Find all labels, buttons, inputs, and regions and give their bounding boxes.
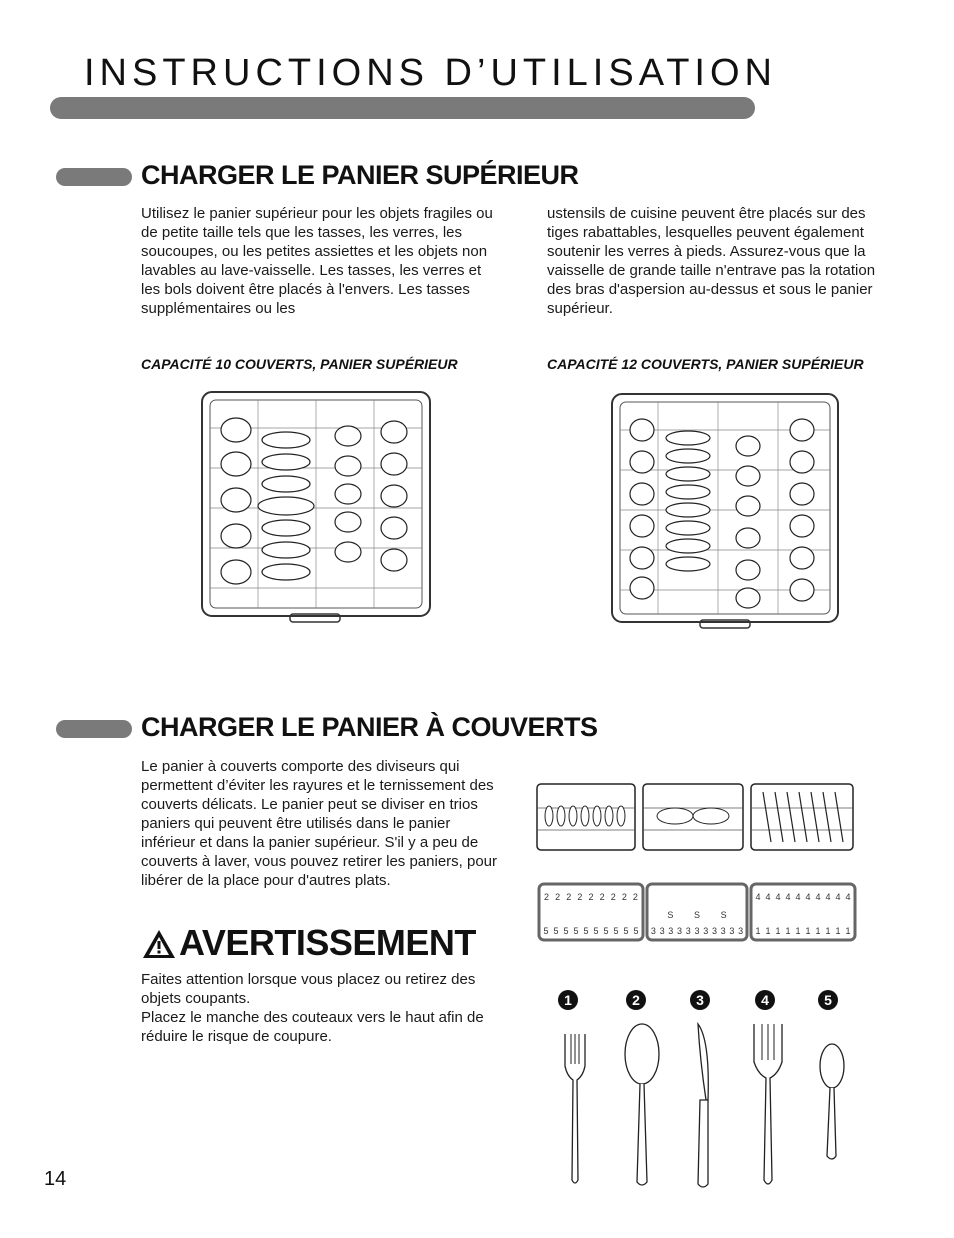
page-number: 14 xyxy=(44,1168,67,1190)
tray-slot-label: 1 xyxy=(815,926,821,936)
tray-slot-label: 4 xyxy=(835,892,841,902)
tray-slot-label: 5 xyxy=(603,926,609,936)
tray-slot-label: 5 xyxy=(573,926,579,936)
section-heading-cutlery-basket: CHARGER LE PANIER À COUVERTS xyxy=(141,712,598,742)
tray-slot-label: 1 xyxy=(825,926,831,936)
tray-slot-label: 3 xyxy=(694,926,700,936)
warning-triangle-icon xyxy=(141,928,177,960)
caption-12-place-settings: CAPACITÉ 12 COUVERTS, PANIER SUPÉRIEUR xyxy=(547,356,864,372)
utensil-number-1: 1 xyxy=(558,990,578,1010)
tray-slot-label: 3 xyxy=(668,926,674,936)
tray-slot-label: 3 xyxy=(738,926,744,936)
knife-icon xyxy=(688,1020,718,1192)
tray-slot-label: 2 xyxy=(588,892,594,902)
utensil-number-2: 2 xyxy=(626,990,646,1010)
section-heading-upper-rack: CHARGER LE PANIER SUPÉRIEUR xyxy=(141,160,579,190)
tray-slot-label: 5 xyxy=(633,926,639,936)
teaspoon-icon xyxy=(814,1040,850,1164)
upper-rack-text-left: Utilisez le panier supérieur pour les objets fragiles ou de petite taille tels que les tasses, les verres, les soucoupes, ou les petites assiettes et les objets non lavables au lave-vaisselle. Les tasses, les verres et les bols doivent être placés à l'envers. Les tasses supplémentaires ou les xyxy=(141,205,493,317)
tray-slot-label: 3 xyxy=(729,926,735,936)
tray-slot-label: S xyxy=(667,910,674,920)
tray-slot-label: 5 xyxy=(543,926,549,936)
tray-slot-label: 1 xyxy=(795,926,801,936)
tray-slot-label: 2 xyxy=(599,892,605,902)
dinner-fork-icon xyxy=(748,1020,788,1190)
tray-slot-label: 3 xyxy=(659,926,665,936)
tray-slot-label: 1 xyxy=(835,926,841,936)
tray-slot-label: 5 xyxy=(563,926,569,936)
tray-slot-label: 5 xyxy=(583,926,589,936)
tray-slot-label: 2 xyxy=(610,892,616,902)
tray-slot-label: 1 xyxy=(845,926,851,936)
warning-text-1: Faites attention lorsque vous placez ou retirez des objets coupants. xyxy=(141,971,476,1007)
tray-slot-label: 5 xyxy=(593,926,599,936)
utensil-number-4: 4 xyxy=(755,990,775,1010)
tray-slot-label: 4 xyxy=(795,892,801,902)
tablespoon-icon xyxy=(620,1020,664,1190)
tray-slot-label: 2 xyxy=(555,892,561,902)
cutlery-tray-diagram xyxy=(537,868,857,951)
tray-slot-label: 1 xyxy=(755,926,761,936)
tray-slot-label: 3 xyxy=(650,926,656,936)
title-divider-bar xyxy=(50,97,755,119)
tray-slot-label: 3 xyxy=(703,926,709,936)
tray-slot-label: 2 xyxy=(577,892,583,902)
tray-slot-label: 5 xyxy=(613,926,619,936)
upper-rack-10-illustration xyxy=(198,388,436,626)
section-marker xyxy=(56,168,132,186)
tray-slot-label: 3 xyxy=(720,926,726,936)
tray-slot-label: 1 xyxy=(775,926,781,936)
tray-slot-label: 4 xyxy=(805,892,811,902)
tray-slot-label: 3 xyxy=(685,926,691,936)
warning-heading: AVERTISSEMENT xyxy=(179,922,476,963)
tray-slot-label: 2 xyxy=(544,892,550,902)
tray-slot-label: 5 xyxy=(623,926,629,936)
tray-slot-label: 4 xyxy=(825,892,831,902)
tray-slot-label: 1 xyxy=(785,926,791,936)
upper-rack-12-illustration xyxy=(608,390,844,630)
caption-10-place-settings: CAPACITÉ 10 COUVERTS, PANIER SUPÉRIEUR xyxy=(141,356,458,372)
tray-slot-label: 4 xyxy=(765,892,771,902)
warning-text-2: Placez le manche des couteaux vers le haut afin de réduire le risque de coupure. xyxy=(141,1009,484,1045)
tray-slot-label: 4 xyxy=(755,892,761,902)
tray-slot-label: 4 xyxy=(845,892,851,902)
tray-slot-label: S xyxy=(720,910,727,920)
tray-slot-label: 2 xyxy=(632,892,638,902)
cutlery-basket-text: Le panier à couverts comporte des diviseurs qui permettent d’éviter les rayures et le ternissement des couverts délicats. Le panier peut se diviser en trios paniers qui peuvent être utilisés dans le panier inférieur et dans la panier supérieur. S'il y a peu de couverts à laver, vous pouvez retirer les paniers, pour libérer de la place pour d'autres plats. xyxy=(141,758,498,889)
tray-slot-label: S xyxy=(693,910,701,920)
tray-slot-label: 1 xyxy=(765,926,771,936)
tray-slot-label: 4 xyxy=(785,892,791,902)
tray-slot-label: 4 xyxy=(775,892,781,902)
tray-slot-label: 2 xyxy=(621,892,627,902)
upper-rack-text-right: ustensils de cuisine peuvent être placés sur des tiges rabattables, lesquelles peuvent également soutenir les verres à pieds. Assurez-vous que la vaisselle de grande taille n'entrave pas la rotation des bras d'aspersion au-dessus et sous le panier supérieur. xyxy=(547,205,876,317)
cutlery-basket-illustration xyxy=(535,772,857,860)
page-title: INSTRUCTIONS D’UTILISATION xyxy=(84,52,777,94)
tray-slot-label: 3 xyxy=(677,926,683,936)
tray-slot-label: 2 xyxy=(566,892,572,902)
section-marker xyxy=(56,720,132,738)
tray-slot-label: 1 xyxy=(805,926,811,936)
tray-slot-label: 4 xyxy=(815,892,821,902)
utensil-number-5: 5 xyxy=(818,990,838,1010)
tray-slot-label: 5 xyxy=(553,926,559,936)
salad-fork-icon xyxy=(555,1030,595,1190)
tray-slot-label: 3 xyxy=(711,926,717,936)
utensil-number-3: 3 xyxy=(690,990,710,1010)
